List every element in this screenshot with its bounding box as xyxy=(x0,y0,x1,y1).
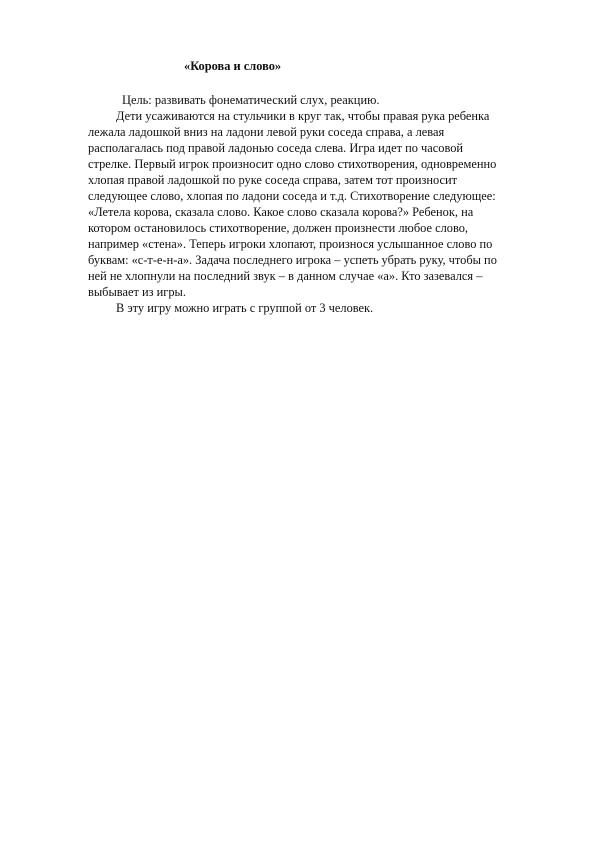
document-title: «Корова и слово» xyxy=(184,59,282,73)
paragraph-line: Дети усаживаются на стульчики в круг так, чтобы правая рука ребенка xyxy=(116,109,490,123)
paragraph-line: котором остановилось стихотворение, должен произнести любое слово, xyxy=(88,221,469,235)
paragraph-line: располагалась под правой ладонью соседа слева. Игра идет по часовой xyxy=(88,141,464,155)
paragraph-line: выбывает из игры. xyxy=(88,285,186,299)
paragraph-line: стрелке. Первый игрок произносит одно слово стихотворения, одновременно xyxy=(88,157,497,171)
paragraph-line: лежала ладошкой вниз на ладони левой руки соседа справа, а левая xyxy=(88,125,445,139)
paragraph-line: хлопая правой ладошкой по руке соседа справа, затем тот произносит xyxy=(88,173,458,187)
paragraph-group-size: В эту игру можно играть с группой от 3 человек. xyxy=(116,301,374,315)
paragraph-line: например «стена». Теперь игроки хлопают, произнося услышанное слово по xyxy=(88,237,493,251)
document-body xyxy=(88,58,550,316)
paragraph-line: буквам: «с-т-е-н-а». Задача последнего игрока – успеть убрать руку, чтобы по xyxy=(88,253,497,267)
paragraph-rules xyxy=(88,108,550,300)
paragraph-line: следующее слово, хлопая по ладони соседа и т.д. Стихотворение следующее: xyxy=(88,189,496,203)
paragraph-line: ней не хлопнули на последний звук – в данном случае «а». Кто зазевался – xyxy=(88,269,483,283)
goal-line: Цель: развивать фонематический слух, реакцию. xyxy=(122,93,380,107)
paragraph-line: «Летела корова, сказала слово. Какое слово сказала корова?» Ребенок, на xyxy=(88,205,474,219)
